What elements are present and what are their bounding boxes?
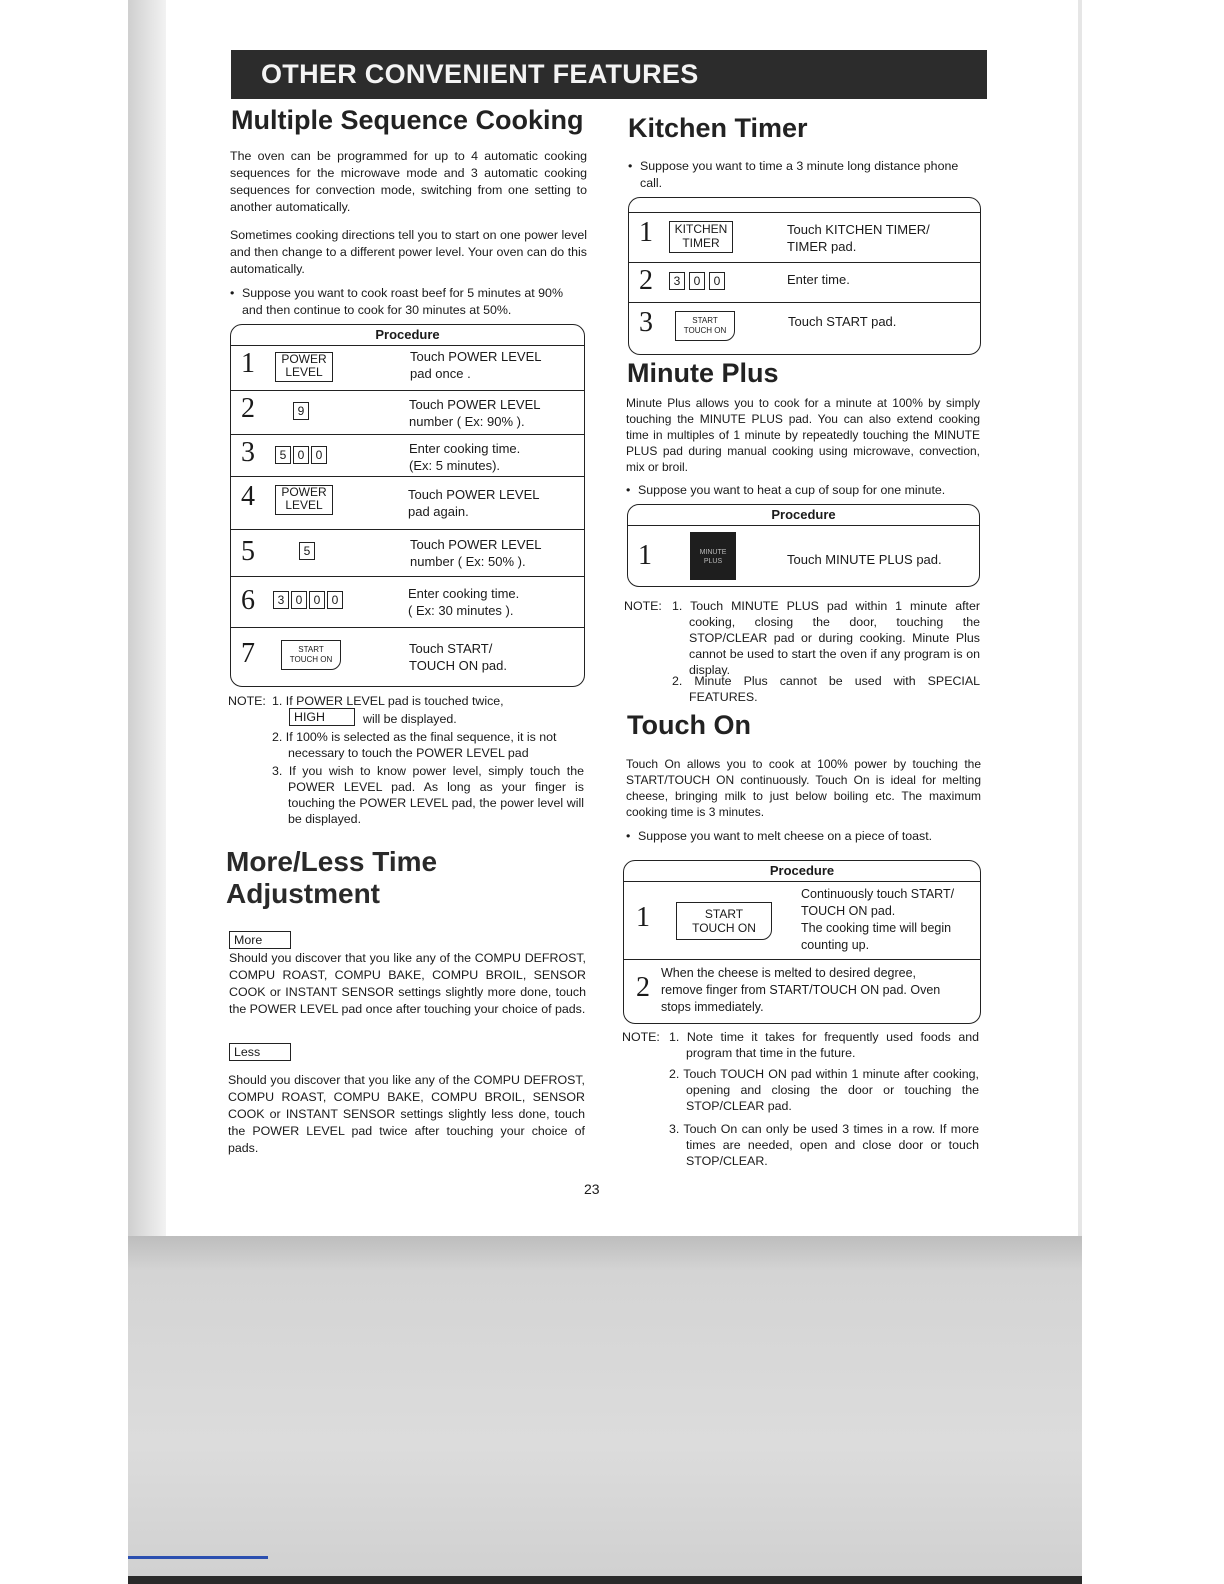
- digit-key-5: 5: [299, 542, 315, 560]
- msc-step-5: [231, 529, 584, 577]
- kt-bullet-text: Suppose you want to time a 3 minute long distance phone call.: [640, 159, 959, 190]
- to-note-3: 3. Touch On can only be used 3 times in a row. If more times are needed, open and close door or touch STOP/CLEAR.: [669, 1122, 979, 1168]
- step-number: 6: [241, 585, 255, 616]
- kt-step-1: [629, 212, 980, 263]
- multiple-sequence-title: Multiple Sequence Cooking: [231, 105, 584, 135]
- msc-step-6: [231, 576, 584, 628]
- scan-lower-area: [128, 1236, 1082, 1584]
- msc-note-1: 1. If POWER LEVEL pad is touched twice,: [272, 694, 504, 708]
- kt-bullet: • Suppose you want to time a 3 minute long distance phone call.: [628, 158, 982, 192]
- step-text: Touch MINUTE PLUS pad.: [787, 552, 942, 567]
- start-touch-on-key: START TOUCH ON: [281, 640, 341, 670]
- to-note-label: NOTE:: [622, 1030, 660, 1044]
- step-number: 4: [241, 481, 255, 512]
- step-number: 1: [636, 902, 650, 933]
- step-number: 3: [639, 307, 653, 338]
- msc-step-4: [231, 476, 584, 530]
- digit-key-0: 0: [327, 591, 343, 609]
- power-level-key: POWER LEVEL: [275, 485, 333, 515]
- msc-step-3: [231, 434, 584, 477]
- msc-step-7: [231, 627, 584, 686]
- step-number: 2: [636, 972, 650, 1003]
- procedure-label: Procedure: [771, 507, 836, 522]
- digit-key-0: 0: [689, 272, 705, 290]
- step-number: 7: [241, 638, 255, 669]
- power-level-key: POWER LEVEL: [275, 352, 333, 382]
- digit-key-3: 3: [669, 272, 685, 290]
- digit-key-0: 0: [293, 446, 309, 464]
- mp-note-label: NOTE:: [624, 599, 662, 613]
- msc-note-3: 3. If you wish to know power level, simply touch the POWER LEVEL pad. As long as your finger is touching the POWER LEVEL pad, the power level will be displayed.: [272, 764, 584, 826]
- digit-key-0: 0: [291, 591, 307, 609]
- step-text: Touch START/ TOUCH ON pad.: [409, 641, 508, 673]
- to-step-2: [624, 959, 980, 1023]
- minute-plus-key: MINUTE PLUS: [690, 532, 736, 580]
- procedure-label: Procedure: [769, 863, 835, 878]
- procedure-label: Procedure: [375, 327, 440, 342]
- digit-key-9: 9: [293, 402, 309, 420]
- step-number: 1: [638, 540, 652, 571]
- digit-key-0: 0: [709, 272, 725, 290]
- step-text: Touch POWER LEVEL number ( Ex: 90% ).: [409, 397, 541, 429]
- to-bullet-text: Suppose you want to melt cheese on a piece of toast.: [638, 829, 933, 843]
- step-text: Touch POWER LEVEL pad once .: [410, 349, 542, 381]
- digit-key-0: 0: [311, 446, 327, 464]
- msc-step-1: [231, 345, 584, 391]
- msc-step-2: [231, 390, 584, 435]
- to-note-1: 1. Note time it takes for frequently used foods and program that time in the future.: [669, 1030, 979, 1060]
- step-text: Enter cooking time. (Ex: 5 minutes).: [409, 441, 521, 473]
- scan-bottom-edge: [128, 1576, 1082, 1584]
- minute-plus-title: Minute Plus: [627, 358, 779, 388]
- to-bullet: • Suppose you want to melt cheese on a piece of toast.: [626, 828, 981, 845]
- step-text: Touch KITCHEN TIMER/ TIMER pad.: [787, 222, 930, 254]
- msc-paragraph-1: The oven can be programmed for up to 4 automatic cooking sequences for the microwave mode and 3 automatic cooking sequences for convection mode, switching from one setting to another automatically.: [230, 149, 587, 214]
- msc-paragraph-2: Sometimes cooking directions tell you to start on one power level and then change to a different power level. Your oven can do this automatically.: [230, 228, 587, 276]
- mp-procedure-box: [627, 504, 980, 587]
- more-less-title-line1: More/Less Time: [226, 846, 438, 877]
- digit-key-3: 3: [273, 591, 289, 609]
- msc-procedure-box: [230, 324, 585, 687]
- kitchen-timer-title: Kitchen Timer: [628, 113, 808, 143]
- step-number: 2: [639, 265, 653, 296]
- more-text: Should you discover that you like any of the COMPU DEFROST, COMPU ROAST, COMPU BAKE, COMPU BROIL, SENSOR COOK or INSTANT SENSOR settings slightly more done, touch the POWER LEVEL pad once after touching your choice of pads.: [229, 951, 586, 1016]
- touch-on-text: Touch On allows you to cook at 100% power by touching the START/TOUCH ON continuously. Touch On is ideal for melting cheese, bringing milk to just below boiling etc. The maximum cooking time is 3 minutes.: [626, 757, 981, 819]
- to-note-2: 2. Touch TOUCH ON pad within 1 minute after cooking, opening and closing the door or touching the STOP/CLEAR pad.: [669, 1067, 979, 1113]
- digit-key-5: 5: [275, 446, 291, 464]
- step-number: 1: [241, 348, 255, 379]
- step-number: 2: [241, 393, 255, 424]
- touch-on-title: Touch On: [627, 710, 751, 740]
- msc-note-label: NOTE:: [228, 694, 266, 708]
- step-text: Enter time.: [787, 272, 850, 287]
- kt-step-2: [629, 262, 980, 303]
- more-box: More: [229, 931, 291, 949]
- minute-plus-text: Minute Plus allows you to cook for a minute at 100% by simply touching the MINUTE PLUS pad. You can also extend cooking time in multiples of 1 minute by repeatedly touching the MINUTE PLUS pad during manual cooking using microwave, convection, mix or broil.: [626, 396, 980, 474]
- step-text: Enter cooking time. ( Ex: 30 minutes ).: [408, 586, 520, 618]
- msc-note-2: 2. If 100% is selected as the final sequence, it is not necessary to touch the POWER LEVEL pad: [272, 730, 557, 760]
- start-touch-on-key: START TOUCH ON: [676, 902, 772, 940]
- mp-note-2: 2. Minute Plus cannot be used with SPECIAL FEATURES.: [672, 674, 980, 704]
- step-number: 1: [639, 217, 653, 248]
- step-text: Touch START pad.: [788, 314, 897, 329]
- section-banner: [231, 50, 987, 99]
- mp-bullet: • Suppose you want to heat a cup of soup for one minute.: [626, 482, 980, 499]
- mp-bullet-text: Suppose you want to heat a cup of soup for one minute.: [638, 483, 946, 497]
- less-box: Less: [229, 1043, 291, 1061]
- banner-title: OTHER CONVENIENT FEATURES: [261, 59, 699, 89]
- step-text: When the cheese is melted to desired degree, remove finger from START/TOUCH ON pad. Oven stops immediately.: [661, 966, 941, 1014]
- kt-step-3: [629, 302, 980, 353]
- less-text: Should you discover that you like any of the COMPU DEFROST, COMPU ROAST, COMPU BAKE, COMPU BROIL, SENSOR COOK or INSTANT SENSOR settings slightly less done, touch the POWER LEVEL pad twice after touching your choice of pads.: [228, 1073, 585, 1155]
- page-number: 23: [584, 1181, 600, 1197]
- msc-bullet: • Suppose you want to cook roast beef for 5 minutes at 90% and then continue to cook for 30 minutes at 50%.: [230, 285, 587, 319]
- step-text: Touch POWER LEVEL pad again.: [408, 487, 540, 519]
- to-step-1: [624, 881, 980, 960]
- kt-procedure-box: [628, 197, 981, 355]
- mp-step-1: [628, 525, 979, 587]
- digit-key-0: 0: [309, 591, 325, 609]
- msc-bullet-text: Suppose you want to cook roast beef for 5 minutes at 90% and then continue to cook for 30 minutes at 50%.: [242, 286, 563, 317]
- start-touch-on-key: START TOUCH ON: [675, 311, 735, 341]
- step-text: Continuously touch START/ TOUCH ON pad. The cooking time will begin counting up.: [801, 887, 955, 952]
- mp-note-1: 1. Touch MINUTE PLUS pad within 1 minute after cooking, closing the door, touching the STOP/CLEAR pad or during cooking. Minute Plus cannot be used to start the oven if any program is on display.: [672, 599, 980, 677]
- step-number: 5: [241, 536, 255, 567]
- more-less-title-line2: Adjustment: [226, 878, 380, 909]
- step-number: 3: [241, 437, 255, 468]
- high-display-box: HIGH: [289, 708, 355, 726]
- scan-mark: [128, 1556, 268, 1559]
- msc-note-1-cont: will be displayed.: [363, 712, 457, 726]
- kitchen-timer-key: KITCHEN TIMER: [669, 221, 733, 253]
- to-procedure-box: [623, 860, 981, 1024]
- step-text: Touch POWER LEVEL number ( Ex: 50% ).: [410, 537, 542, 569]
